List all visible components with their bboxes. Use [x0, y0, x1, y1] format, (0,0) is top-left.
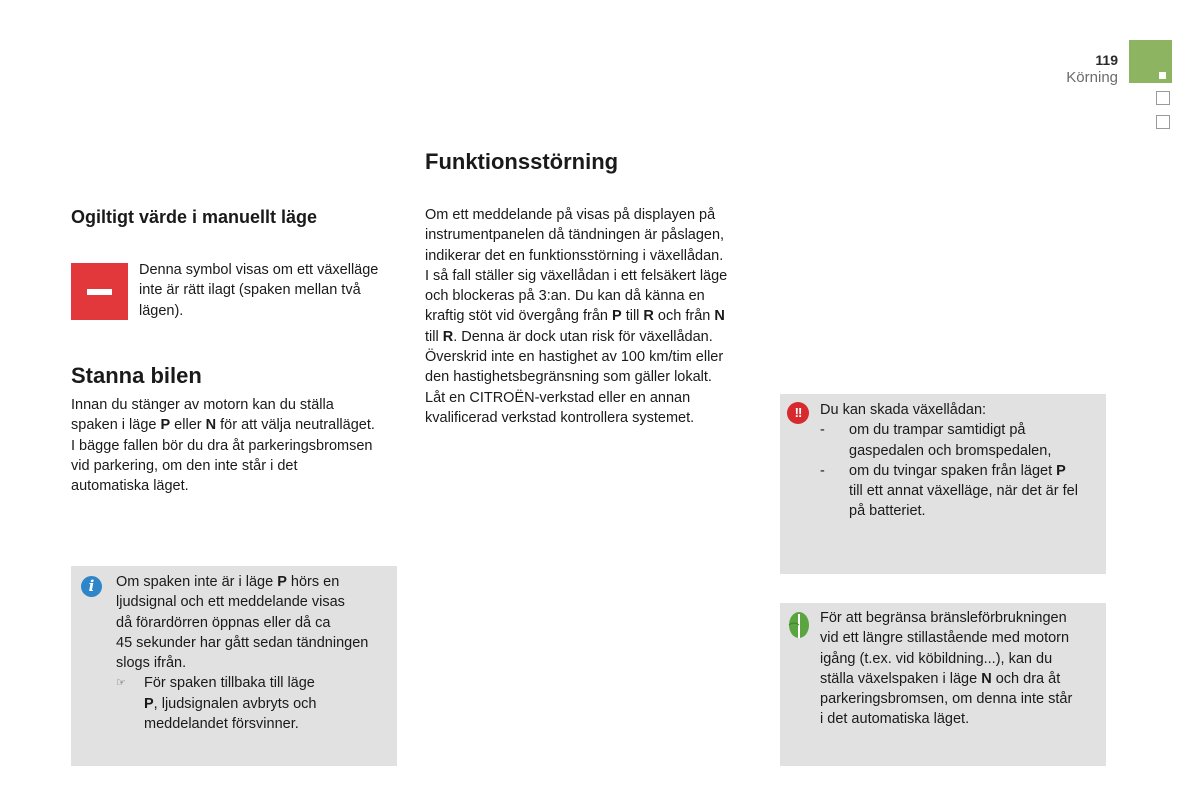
invalid-value-heading: Ogiltigt värde i manuellt läge — [71, 207, 318, 227]
text-line: I så fall ställer sig växellådan i ett felsäkert läge — [425, 267, 728, 284]
page-number: 119 — [1095, 52, 1118, 68]
text-line: parkeringsbromsen, om denna inte står — [820, 691, 1073, 708]
pointing-hand-icon: ☞ — [116, 677, 126, 690]
text-line: meddelandet försvinner. — [144, 716, 299, 733]
text-line: Denna symbol visas om ett växelläge — [139, 262, 379, 278]
section-name: Körning — [1066, 69, 1118, 86]
eco-leaf-icon — [787, 611, 811, 639]
text-line: kvalificerad verkstad kontrollera systemet. — [425, 409, 695, 426]
text-line: Överskrid inte en hastighet av 100 km/tim eller — [425, 349, 724, 366]
text-line: till R. Denna är dock utan risk för växellådan. — [425, 328, 713, 345]
text-line: inte är rätt ilagt (spaken mellan två — [139, 282, 361, 299]
text-line: Innan du stänger av motorn kan du ställa — [71, 397, 334, 413]
text-line: ställa växelspaken i läge N och dra åt — [820, 670, 1061, 687]
text-line: ljudsignal och ett meddelande visas — [116, 594, 345, 611]
text-line: automatiska läget. — [71, 478, 189, 495]
warning-item — [820, 420, 1100, 461]
chapter-tab-active — [1129, 40, 1172, 83]
text-line: i det automatiska läget. — [820, 711, 970, 728]
symbol-bar — [87, 289, 112, 295]
invalid-value-text — [139, 260, 378, 321]
text-line: vid ett längre stillastående med motorn — [820, 630, 1070, 647]
text-line: P, ljudsignalen avbryts och — [144, 695, 317, 712]
text-line: Du kan skada växellådan: — [820, 402, 987, 418]
eco-box-text — [820, 608, 1100, 730]
warning-icon: !! — [787, 402, 809, 424]
text-line: om du trampar samtidigt på — [849, 422, 1026, 439]
invalid-gear-symbol-icon — [71, 263, 128, 320]
dash-bullet: - — [820, 422, 825, 439]
text-line: indikerar det en funktionsstörning i växellådan. — [425, 247, 724, 264]
text-line: slogs ifrån. — [116, 655, 187, 672]
warning-box-text — [820, 400, 1100, 522]
text-line: den hastighetsbegränsning som gäller lokalt. — [425, 369, 712, 386]
chapter-tab-box — [1156, 91, 1170, 105]
warning-item — [820, 461, 1100, 522]
info-icon: i — [81, 576, 102, 597]
text-line: Om ett meddelande på visas på displayen på — [425, 207, 716, 223]
text-line: igång (t.ex. vid köbildning...), kan du — [820, 650, 1053, 667]
text-line: 45 sekunder har gått sedan tändningen — [116, 634, 369, 651]
text-line: Om spaken inte är i läge P hörs en — [116, 574, 340, 590]
text-line: instrumentpanelen då tändningen är påslagen, — [425, 227, 725, 244]
text-line: spaken i läge P eller N för att välja neutralläget. — [71, 417, 375, 434]
chapter-tab-box — [1156, 115, 1170, 129]
text-line: på batteriet. — [849, 503, 926, 520]
text-line: vid parkering, om den inte står i det — [71, 457, 298, 474]
stop-car-text — [71, 395, 375, 496]
text-line: lägen). — [139, 302, 184, 319]
text-line: kraftig stöt vid övergång från P till R och från N — [425, 308, 725, 325]
dash-bullet: - — [820, 462, 825, 479]
text-line: om du tvingar spaken från läget P — [849, 462, 1066, 479]
info-box-text — [116, 572, 391, 734]
text-line: gaspedalen och bromspedalen, — [849, 442, 1052, 459]
text-line: För att begränsa bränsleförbrukningen — [820, 610, 1067, 626]
text-line: till ett annat växelläge, när det är fel — [849, 483, 1078, 500]
text-line: I bägge fallen bör du dra åt parkeringsbromsen — [71, 437, 373, 454]
malfunction-heading: Funktionsstörning — [425, 149, 619, 174]
text-line: och blockeras på 3:an. Du kan då känna en — [425, 288, 705, 305]
text-line: För spaken tillbaka till läge — [144, 675, 315, 692]
stop-car-heading: Stanna bilen — [71, 363, 202, 388]
text-line: Låt en CITROËN-verkstad eller en annan — [425, 389, 691, 406]
malfunction-text — [425, 205, 755, 428]
text-line: då förardörren öppnas eller då ca — [116, 614, 331, 631]
info-bullet — [116, 673, 391, 734]
chapter-tab-dot — [1159, 72, 1166, 79]
